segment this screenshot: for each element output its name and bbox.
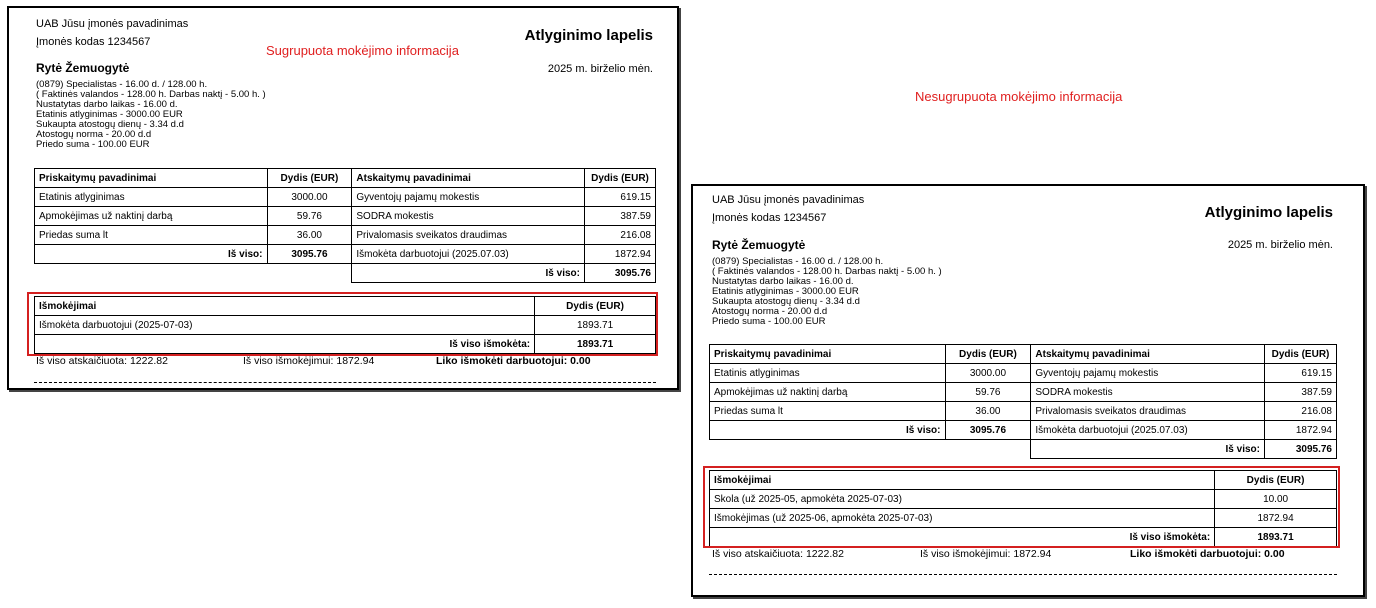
accrual-name: Apmokėjimas už naktinį darbą xyxy=(35,207,268,226)
accruals-deductions-table xyxy=(709,344,1337,459)
payments-header: Išmokėjimai xyxy=(710,471,1215,490)
accrual-name: Etatinis atlyginimas xyxy=(710,364,946,383)
employee-details xyxy=(36,80,266,150)
detail-line: Nustatytas darbo laikas - 16.00 d. xyxy=(36,99,178,110)
table-row xyxy=(710,421,1337,440)
accrual-name: Priedas suma lt xyxy=(35,226,268,245)
payments-header: Išmokėjimai xyxy=(35,297,535,316)
payment-amount: 1872.94 xyxy=(1215,509,1337,528)
payments-total: 1893.71 xyxy=(1215,528,1337,547)
deduction-name: SODRA mokestis xyxy=(352,207,585,226)
deduction-amount: 619.15 xyxy=(1265,364,1337,383)
table-header-row xyxy=(35,169,656,188)
slip-period: 2025 m. birželio mėn. xyxy=(1227,239,1333,251)
table-header-row xyxy=(710,345,1337,364)
detail-line: ( Faktinės valandos - 128.00 h. Darbas naktį - 5.00 h. ) xyxy=(712,266,942,277)
caption-grouped: Sugrupuota mokėjimo informacija xyxy=(266,43,459,58)
table-row xyxy=(35,264,656,283)
table-row xyxy=(710,440,1337,459)
payment-amount-header: Dydis (EUR) xyxy=(535,297,656,316)
detail-line: (0879) Specialistas - 16.00 d. / 128.00 h. xyxy=(36,79,208,90)
deductions-header: Atskaitymų pavadinimai xyxy=(1031,345,1265,364)
detail-line: ( Faktinės valandos - 128.00 h. Darbas naktį - 5.00 h. ) xyxy=(36,89,266,100)
deduction-amount-header: Dydis (EUR) xyxy=(585,169,656,188)
accrual-name: Etatinis atlyginimas xyxy=(35,188,268,207)
accrual-amount-header: Dydis (EUR) xyxy=(267,169,352,188)
deduction-amount: 619.15 xyxy=(585,188,656,207)
table-row xyxy=(710,383,1337,402)
summary-remaining: Liko išmokėti darbuotojui: 0.00 xyxy=(1130,548,1285,560)
employee-name: Rytė Žemuogytė xyxy=(712,238,806,252)
accruals-deductions-table xyxy=(34,168,656,283)
slip-period: 2025 m. birželio mėn. xyxy=(547,63,653,75)
detail-line: Sukaupta atostogų dienų - 3.34 d.d xyxy=(712,296,860,307)
slip-title: Atlyginimo lapelis xyxy=(524,27,653,44)
summary-calculated: Iš viso atskaičiuota: 1222.82 xyxy=(712,548,844,560)
deduction-amount: 387.59 xyxy=(585,207,656,226)
deduction-name: Privalomasis sveikatos draudimas xyxy=(1031,402,1265,421)
payment-amount: 10.00 xyxy=(1215,490,1337,509)
caption-ungrouped: Nesugrupuota mokėjimo informacija xyxy=(915,89,1123,104)
payment-amount-header: Dydis (EUR) xyxy=(1215,471,1337,490)
summary-paid: Iš viso išmokėjimui: 1872.94 xyxy=(920,548,1052,560)
payments-total-label: Iš viso išmokėta: xyxy=(710,528,1215,547)
deduction-amount: 216.08 xyxy=(585,226,656,245)
detail-line: Sukaupta atostogų dienų - 3.34 d.d xyxy=(36,119,184,130)
table-row xyxy=(710,364,1337,383)
deduction-name: Išmokėta darbuotojui (2025.07.03) xyxy=(352,245,585,264)
accrual-amount: 36.00 xyxy=(267,226,352,245)
highlight-box xyxy=(27,292,658,356)
payments-total-label: Iš viso išmokėta: xyxy=(35,335,535,354)
table-row xyxy=(35,245,656,264)
detail-line: Priedo suma - 100.00 EUR xyxy=(36,139,150,150)
summary-paid: Iš viso išmokėjimui: 1872.94 xyxy=(243,355,375,367)
accruals-total: 3095.76 xyxy=(945,421,1031,440)
deductions-total-label: Iš viso: xyxy=(1031,440,1265,459)
accrual-name: Priedas suma lt xyxy=(710,402,946,421)
accrual-amount-header: Dydis (EUR) xyxy=(945,345,1031,364)
detail-line: Etatinis atlyginimas - 3000.00 EUR xyxy=(712,286,859,297)
company-name: UAB Jūsu įmonės pavadinimas xyxy=(36,18,189,30)
accrual-name: Apmokėjimas už naktinį darbą xyxy=(710,383,946,402)
company-code: Įmonės kodas 1234567 xyxy=(712,212,827,224)
detail-line: Priedo suma - 100.00 EUR xyxy=(712,316,826,327)
deduction-amount: 1872.94 xyxy=(585,245,656,264)
deduction-name: Gyventojų pajamų mokestis xyxy=(352,188,585,207)
deductions-total: 3095.76 xyxy=(1265,440,1337,459)
deduction-amount: 216.08 xyxy=(1265,402,1337,421)
detail-line: (0879) Specialistas - 16.00 d. / 128.00 h. xyxy=(712,256,884,267)
dashed-divider xyxy=(709,574,1337,575)
table-row xyxy=(35,226,656,245)
deductions-total: 3095.76 xyxy=(585,264,656,283)
table-row xyxy=(710,402,1337,421)
highlight-box xyxy=(703,466,1340,548)
deduction-amount: 1872.94 xyxy=(1265,421,1337,440)
employee-details xyxy=(712,257,942,327)
accrual-amount: 3000.00 xyxy=(945,364,1031,383)
accruals-total-label: Iš viso: xyxy=(710,421,946,440)
accrual-amount: 3000.00 xyxy=(267,188,352,207)
detail-line: Atostogų norma - 20.00 d.d xyxy=(36,129,152,140)
payslip-ungrouped xyxy=(691,184,1365,597)
accruals-total: 3095.76 xyxy=(267,245,352,264)
table-row xyxy=(35,188,656,207)
deductions-header: Atskaitymų pavadinimai xyxy=(352,169,585,188)
employee-name: Rytė Žemuogytė xyxy=(36,61,130,75)
payment-name: Išmokėta darbuotojui (2025-07-03) xyxy=(35,316,535,335)
detail-line: Atostogų norma - 20.00 d.d xyxy=(712,306,828,317)
detail-line: Nustatytas darbo laikas - 16.00 d. xyxy=(712,276,854,287)
slip-title: Atlyginimo lapelis xyxy=(1204,204,1333,221)
company-code: Įmonės kodas 1234567 xyxy=(36,36,151,48)
accrual-amount: 36.00 xyxy=(945,402,1031,421)
deduction-name: Išmokėta darbuotojui (2025.07.03) xyxy=(1031,421,1265,440)
deduction-name: SODRA mokestis xyxy=(1031,383,1265,402)
accruals-header: Priskaitymų pavadinimai xyxy=(710,345,946,364)
payment-amount: 1893.71 xyxy=(535,316,656,335)
payments-total: 1893.71 xyxy=(535,335,656,354)
deductions-total-label: Iš viso: xyxy=(352,264,585,283)
summary-remaining: Liko išmokėti darbuotojui: 0.00 xyxy=(436,355,591,367)
table-row xyxy=(35,207,656,226)
payment-name: Išmokėjimas (už 2025-06, apmokėta 2025-07-03) xyxy=(710,509,1215,528)
payment-name: Skola (už 2025-05, apmokėta 2025-07-03) xyxy=(710,490,1215,509)
deduction-amount: 387.59 xyxy=(1265,383,1337,402)
dashed-divider xyxy=(34,382,656,383)
payslip-grouped xyxy=(7,6,679,390)
accrual-amount: 59.76 xyxy=(267,207,352,226)
company-name: UAB Jūsu įmonės pavadinimas xyxy=(712,194,865,206)
deduction-name: Gyventojų pajamų mokestis xyxy=(1031,364,1265,383)
accruals-header: Priskaitymų pavadinimai xyxy=(35,169,268,188)
detail-line: Etatinis atlyginimas - 3000.00 EUR xyxy=(36,109,183,120)
summary-calculated: Iš viso atskaičiuota: 1222.82 xyxy=(36,355,168,367)
accruals-total-label: Iš viso: xyxy=(35,245,268,264)
deduction-amount-header: Dydis (EUR) xyxy=(1265,345,1337,364)
deduction-name: Privalomasis sveikatos draudimas xyxy=(352,226,585,245)
accrual-amount: 59.76 xyxy=(945,383,1031,402)
